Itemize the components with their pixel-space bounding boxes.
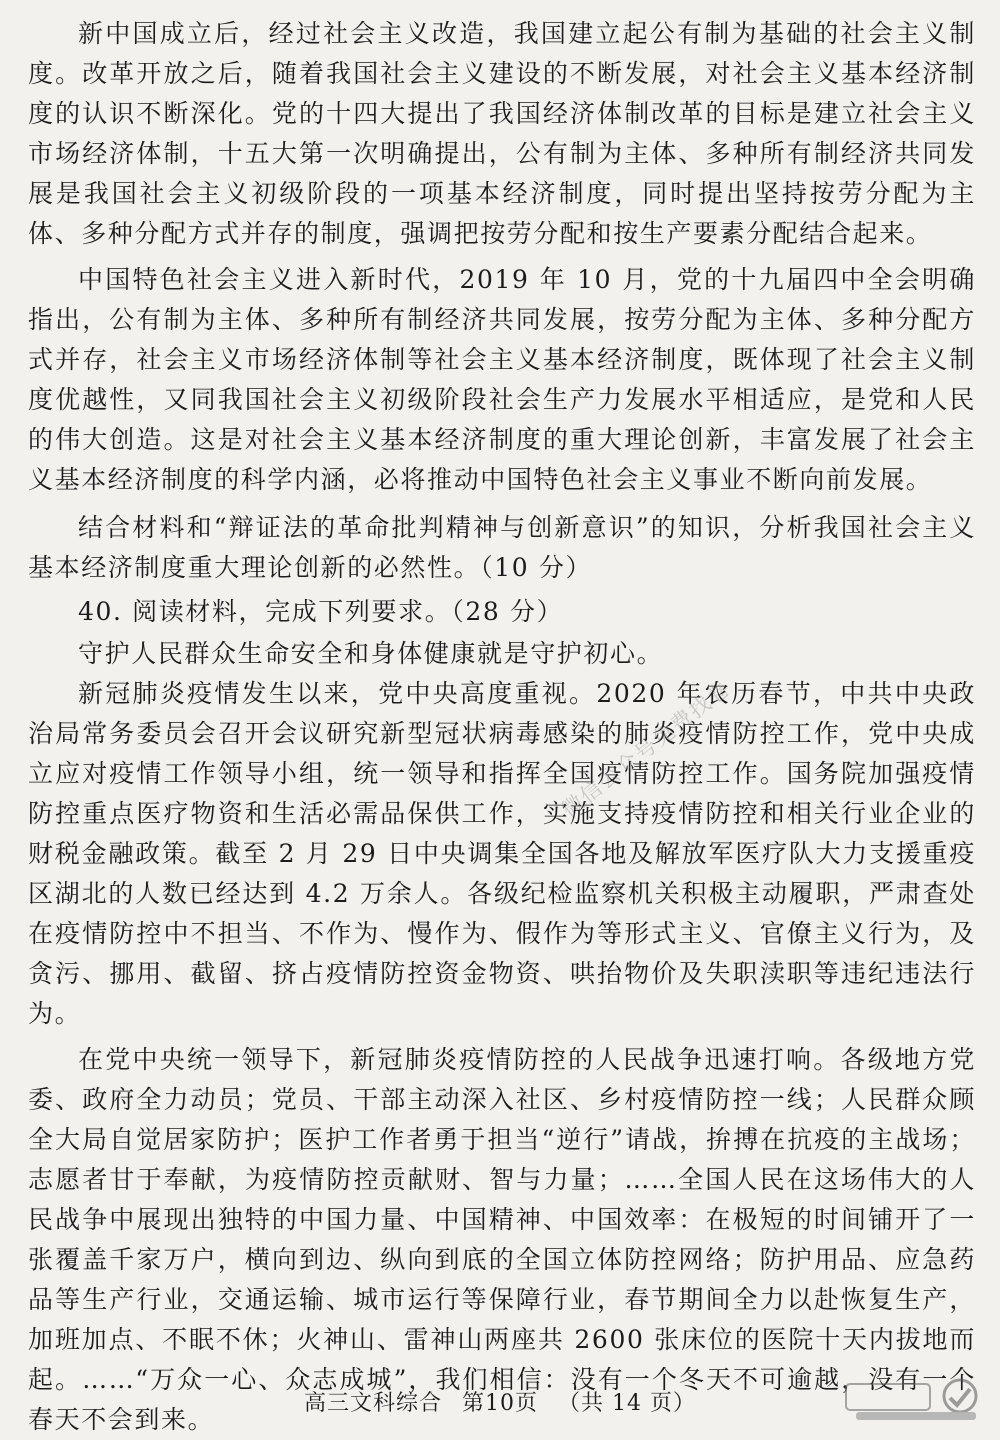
exam-page — [28, 14, 976, 1440]
material-paragraph-2: 中国特色社会主义进入新时代，2019 年 10 月，党的十九届四中全会明确指出，公有制为主体、多种所有制经济共同发展，按劳分配为主体、多种分配方式并存，社会主义市场经济体制等社会主义基本经济制度，既体现了社会主义制度优越性，又同我国社会主义初级阶段社会生产力发展水平相适应，是党和人民的伟大创造。这是对社会主义基本经济制度的重大理论创新，丰富发展了社会主义基本经济制度的科学内涵，必将推动中国特色社会主义事业不断向前发展。 — [28, 265, 976, 494]
question-39-prompt: 结合材料和“辩证法的革命批判精神与创新意识”的知识，分析我国社会主义基本经济制度重大理论创新的必然性。（10 分） — [28, 513, 976, 582]
footer-page-number: 第10页 — [462, 1391, 539, 1416]
material-paragraph-1: 新中国成立后，经过社会主义改造，我国建立起公有制为基础的社会主义制度。改革开放之后，随着我国社会主义建设的不断发展，对社会主义基本经济制度的认识不断深化。党的十四大提出了我国经济体制改革的目标是建立社会主义市场经济体制，十五大第一次明确提出，公有制为主体、多种所有制经济共同发展是我国社会主义初级阶段的一项基本经济制度，同时提出坚持按劳分配为主体、多种分配方式并存的制度，强调把按劳分配和按生产要素分配结合起来。 — [28, 19, 976, 248]
footer-total-pages: （共 14 页） — [558, 1391, 696, 1416]
watermark: 微信公众号免费找卷 — [557, 675, 736, 823]
footer-subject: 高三文科综合 — [304, 1391, 443, 1416]
question-40-heading: 40. 阅读材料，完成下列要求。（28 分） — [78, 597, 564, 626]
question-40-theme: 守护人民群众生命安全和身体健康就是守护初心。 — [78, 639, 664, 668]
material-paragraph-4: 在党中央统一领导下，新冠肺炎疫情防控的人民战争迅速打响。各级地方党委、政府全力动员；党员、干部主动深入社区、乡村疫情防控一线；人民群众顾全大局自觉居家防护；医护工作者勇于担当“逆行”请战，拚搏在抗疫的主战场；志愿者甘于奉献，为疫情防控贡献财、智与力量；……全国人民在这场伟大的人民战争中展现出独特的中国力量、中国精神、中国效率：在极短的时间铺开了一张覆盖千家万户，横向到边、纵向到底的全国立体防控网络；防护用品、应急药品等生产行业，交通运输、城市运行等保障行业，春节期间全力以赴恢复生产，加班加点、不眠不休；火神山、雷神山两座共 2600 张床位的医院十天内拔地而起。……“万众一心、众志成城”，我们相信：没有一个冬天不可逾越，没有一个春天不会到来。 — [28, 1045, 976, 1434]
corner-logo — [842, 1376, 992, 1422]
material-paragraph-3: 新冠肺炎疫情发生以来，党中央高度重视。2020 年农历春节，中共中央政治局常务委员会召开会议研究新型冠状病毒感染的肺炎疫情防控工作，党中央成立应对疫情工作领导小组，统一领导和指挥全国疫情防控工作。国务院加强疫情防控重点医疗物资和生活必需品保供工作，实施支持疫情防控和相关行业企业的财税金融政策。截至 2 月 29 日中央调集全国各地及解放军医疗队大力支援重疫区湖北的人数已经达到 4.2 万余人。各级纪检监察机关积极主动履职，严肃查处在疫情防控中不担当、不作为、慢作为、假作为等形式主义、官僚主义行为，及贪污、挪用、截留、挤占疫情防控资金物资、哄抬物价及失职渎职等违纪违法行为。 — [28, 679, 976, 1028]
